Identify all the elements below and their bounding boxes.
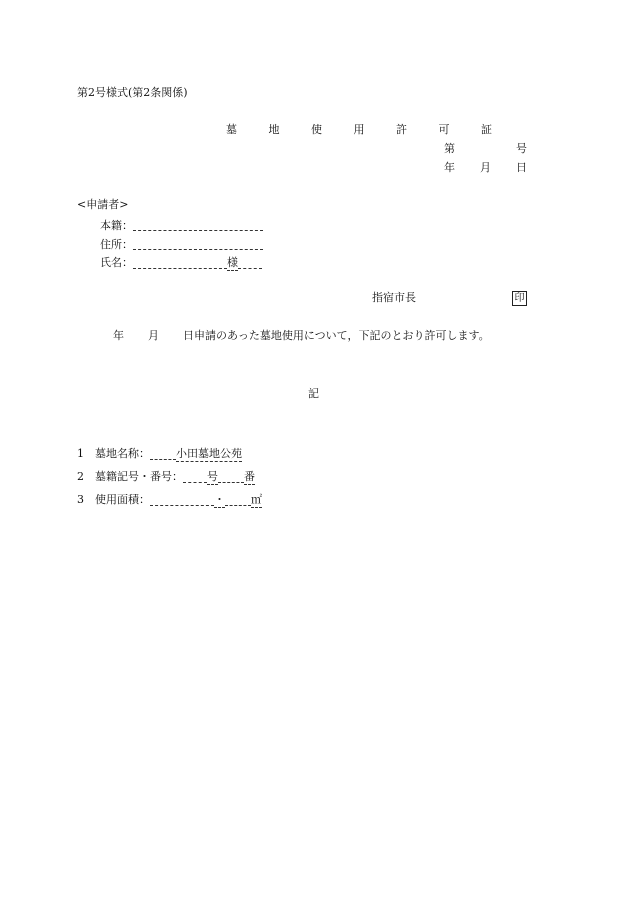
honseki-row (100, 218, 263, 231)
cemetery-name-value: 小田墓地公苑 (176, 447, 242, 460)
honseki-blank (133, 218, 263, 231)
area-unit: ㎡ (251, 493, 262, 506)
name-label: 氏名： (100, 256, 133, 269)
sentence-month: 月 (148, 329, 159, 342)
name-row (100, 256, 262, 269)
ki-heading: 記 (308, 387, 319, 400)
number-prefix: 第 (444, 142, 455, 155)
item-area (77, 493, 262, 506)
item-number: 1 (77, 447, 84, 460)
permission-sentence (113, 330, 490, 341)
sentence-text: 日申請のあった墓地使用について，下記のとおり許可します。 (183, 329, 490, 342)
seal-mark: 印 (512, 291, 527, 306)
plot-number-blank (218, 470, 244, 483)
name-suffix: 様 (227, 256, 238, 269)
address-label: 住所： (100, 238, 133, 251)
area-decimal-dot: ・ (214, 493, 225, 506)
mayor-title: 指宿市長 (372, 291, 416, 304)
item-cemetery-name (77, 447, 242, 460)
document-title: 墓 地 使 用 許 可 証 (226, 123, 506, 136)
plot-go-label: 号 (207, 470, 218, 483)
item-number: 3 (77, 493, 84, 506)
area-decimal-blank (225, 493, 251, 506)
address-row (100, 237, 263, 250)
honseki-label: 本籍： (100, 219, 133, 232)
applicant-heading: <申請者> (77, 198, 129, 211)
sentence-year: 年 (113, 329, 124, 342)
name-blank-after (238, 256, 262, 269)
item-label: 墓籍記号・番号： (95, 470, 183, 483)
name-blank (133, 256, 227, 269)
item-number: 2 (77, 470, 84, 483)
plot-code-blank (183, 470, 207, 483)
item-label: 墓地名称： (95, 447, 150, 460)
number-suffix: 号 (516, 142, 527, 155)
plot-ban-label: 番 (244, 470, 255, 483)
date-year-label: 年 (444, 161, 455, 174)
date-day-label: 日 (516, 161, 527, 174)
item-plot-number (77, 470, 255, 483)
address-blank (133, 237, 263, 250)
form-number: 第2号様式(第2条関係) (77, 86, 188, 99)
date-month-label: 月 (480, 161, 491, 174)
item-label: 使用面積： (95, 493, 150, 506)
item-blank (150, 447, 176, 460)
area-integer-blank (150, 493, 214, 506)
